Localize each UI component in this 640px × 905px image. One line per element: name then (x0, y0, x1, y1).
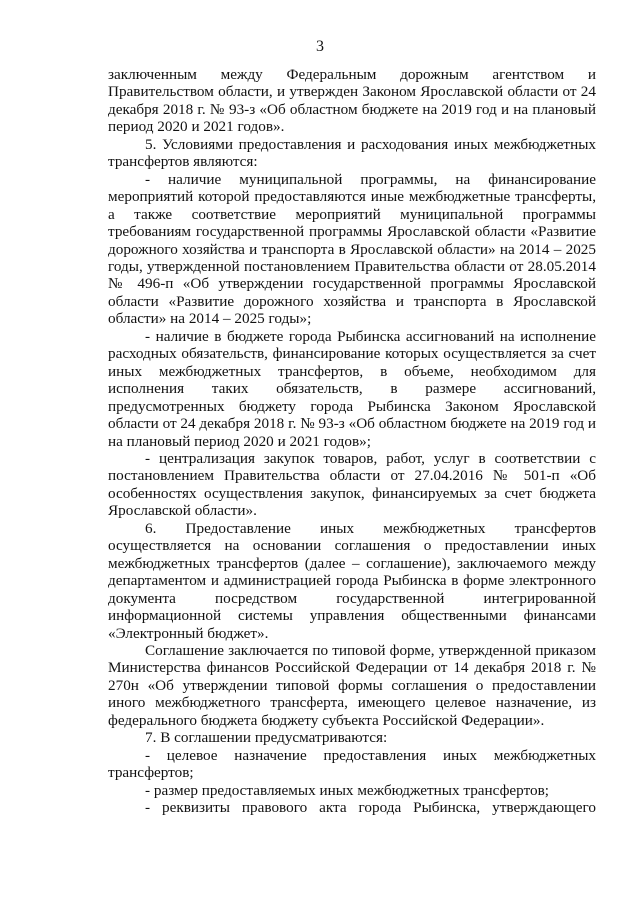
paragraph-item-6: 6. Предоставление иных межбюджетных трансфертов осуществляется на основании соглашения о предоставлении иных межбюджетных трансфертов (далее – соглашение), заключаемого между департаментом и администрацией города Рыбинска в форме электронного документа посредством государственной интегрированной информационной системы управления общественными финансами «Электронный бюджет». (108, 519, 596, 642)
paragraph-agreement-amount: - размер предоставляемых иных межбюджетных трансфертов; (145, 781, 549, 799)
paragraph-item-5: 5. Условиями предоставления и расходования иных межбюджетных трансфертов являются: (108, 135, 596, 171)
paragraph-continuation: заключенным между Федеральным дорожным агентством и Правительством области, и утвержден Законом Ярославской области от 24 декабря 2018 г. № 93-з «Об областном бюджете на 2019 год и на плановый период 2020 и 2021 годов». (108, 66, 596, 136)
paragraph-item-7: 7. В соглашении предусматриваются: (145, 729, 388, 747)
paragraph-condition-program: - наличие муниципальной программы, на финансирование мероприятий которой предоставляются иные межбюджетные трансферты, а также соответствие мероприятий муниципальной программы требованиям государственной программы Ярославской области «Развитие дорожного хозяйства и транспорта в Ярославской области» на 2014 – 2025 годы, утвержденной постановлением Правительства области от 28.05.2014 № 496-п «Об утверждении государственной программы Ярославской области «Развитие дорожного хозяйства и транспорта в Ярославской области» на 2014 – 2025 годы»; (108, 170, 596, 328)
paragraph-condition-procurement: - централизация закупок товаров, работ, услуг в соответствии с постановлением Правительства области от 27.04.2016 № 501-п «Об особенностях осуществления закупок, финансируемых за счет бюджета Ярославской области». (108, 449, 596, 520)
page-number: 3 (316, 38, 324, 55)
paragraph-agreement-purpose: - целевое назначение предоставления иных межбюджетных трансфертов; (108, 746, 596, 782)
paragraph-agreement-act: - реквизиты правового акта города Рыбинска, утверждающего (145, 799, 596, 817)
paragraph-agreement-form: Соглашение заключается по типовой форме, утвержденной приказом Министерства финансов Российской Федерации от 14 декабря 2018 г. № 270н «Об утверждении типовой формы соглашения о предоставлении иного межбюджетного трансферта, имеющего целевое назначение, из федерального бюджета бюджету субъекта Российской Федерации». (108, 641, 596, 729)
paragraph-condition-budget: - наличие в бюджете города Рыбинска ассигнований на исполнение расходных обязательств, финансирование которых осуществляется за счет иных межбюджетных трансфертов, в объеме, необходимом для исполнения таких обязательств, в размере ассигнований, предусмотренных бюджету города Рыбинска Законом Ярославской области от 24 декабря 2018 г. № 93-з «Об областном бюджете на 2019 год и на плановый период 2020 и 2021 годов»; (108, 327, 596, 450)
document-body (108, 66, 596, 816)
